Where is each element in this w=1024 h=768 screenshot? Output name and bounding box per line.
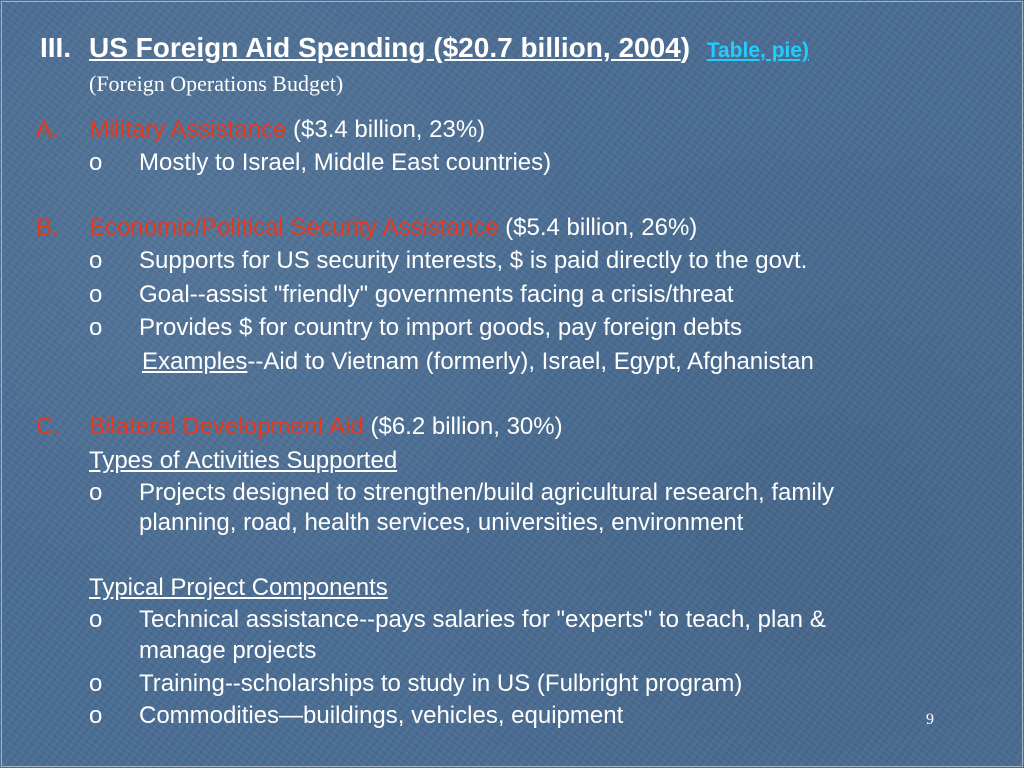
component-1-line-1: Technical assistance--pays salaries for "experts" to teach, plan & — [139, 606, 826, 633]
bullet-marker: o — [89, 314, 103, 341]
heading-subtitle: (Foreign Operations Budget) — [89, 71, 344, 96]
page-number: 9 — [926, 711, 934, 728]
bullet-marker: o — [89, 247, 103, 274]
bullet-marker: o — [89, 281, 103, 308]
section-b-label: Economic/Political Security Assistance — [89, 214, 499, 241]
component-2-line-1: Training--scholarships to study in US (Fulbright program) — [139, 670, 743, 697]
bullet-marker: o — [89, 670, 103, 697]
activity-1-line-2: planning, road, health services, universities, environment — [139, 509, 744, 536]
bullet-marker: o — [89, 702, 103, 729]
section-a-label: Military Assistance — [89, 116, 287, 143]
bullet-marker: o — [89, 606, 103, 633]
components-heading: Typical Project Components — [89, 574, 388, 601]
section-c-detail: ($6.2 billion, 30%) — [363, 413, 563, 440]
section-b-bullet-3: Provides $ for country to import goods, pay foreign debts — [139, 314, 742, 341]
heading-line — [89, 31, 809, 66]
section-b-bullet-1: Supports for US security interests, $ is paid directly to the govt. — [139, 247, 808, 274]
section-a-line — [89, 115, 485, 145]
section-a-detail: ($3.4 billion, 23%) — [286, 116, 486, 143]
section-b-examples — [142, 347, 814, 377]
heading-numeral: III. — [40, 32, 72, 63]
activities-heading: Types of Activities Supported — [89, 447, 398, 474]
bullet-marker: o — [89, 149, 103, 176]
section-a-letter: A. — [36, 116, 59, 143]
bullet-marker: o — [89, 479, 103, 506]
heading-close-paren: ) — [680, 32, 691, 63]
section-c-label: Bilateral Development Aid — [89, 413, 364, 440]
heading-title: US Foreign Aid Spending ($20.7 billion, 2004 — [89, 32, 681, 63]
activity-1-line-1: Projects designed to strengthen/build agricultural research, family — [139, 479, 835, 506]
table-pie-link[interactable]: Table, pie) — [706, 39, 810, 62]
component-1-line-2: manage projects — [139, 637, 317, 664]
examples-label: Examples — [142, 348, 248, 375]
section-c-letter: C. — [36, 413, 60, 440]
component-3-line-1: Commodities—buildings, vehicles, equipment — [139, 702, 624, 729]
section-c-line — [89, 412, 563, 442]
section-b-bullet-2: Goal--assist "friendly" governments facing a crisis/threat — [139, 281, 734, 308]
section-b-detail: ($5.4 billion, 26%) — [498, 214, 698, 241]
examples-text: --Aid to Vietnam (formerly), Israel, Egypt, Afghanistan — [247, 348, 814, 375]
section-a-bullet-1: Mostly to Israel, Middle East countries) — [139, 149, 552, 176]
section-b-line — [89, 213, 697, 243]
section-b-letter: B. — [36, 214, 59, 241]
